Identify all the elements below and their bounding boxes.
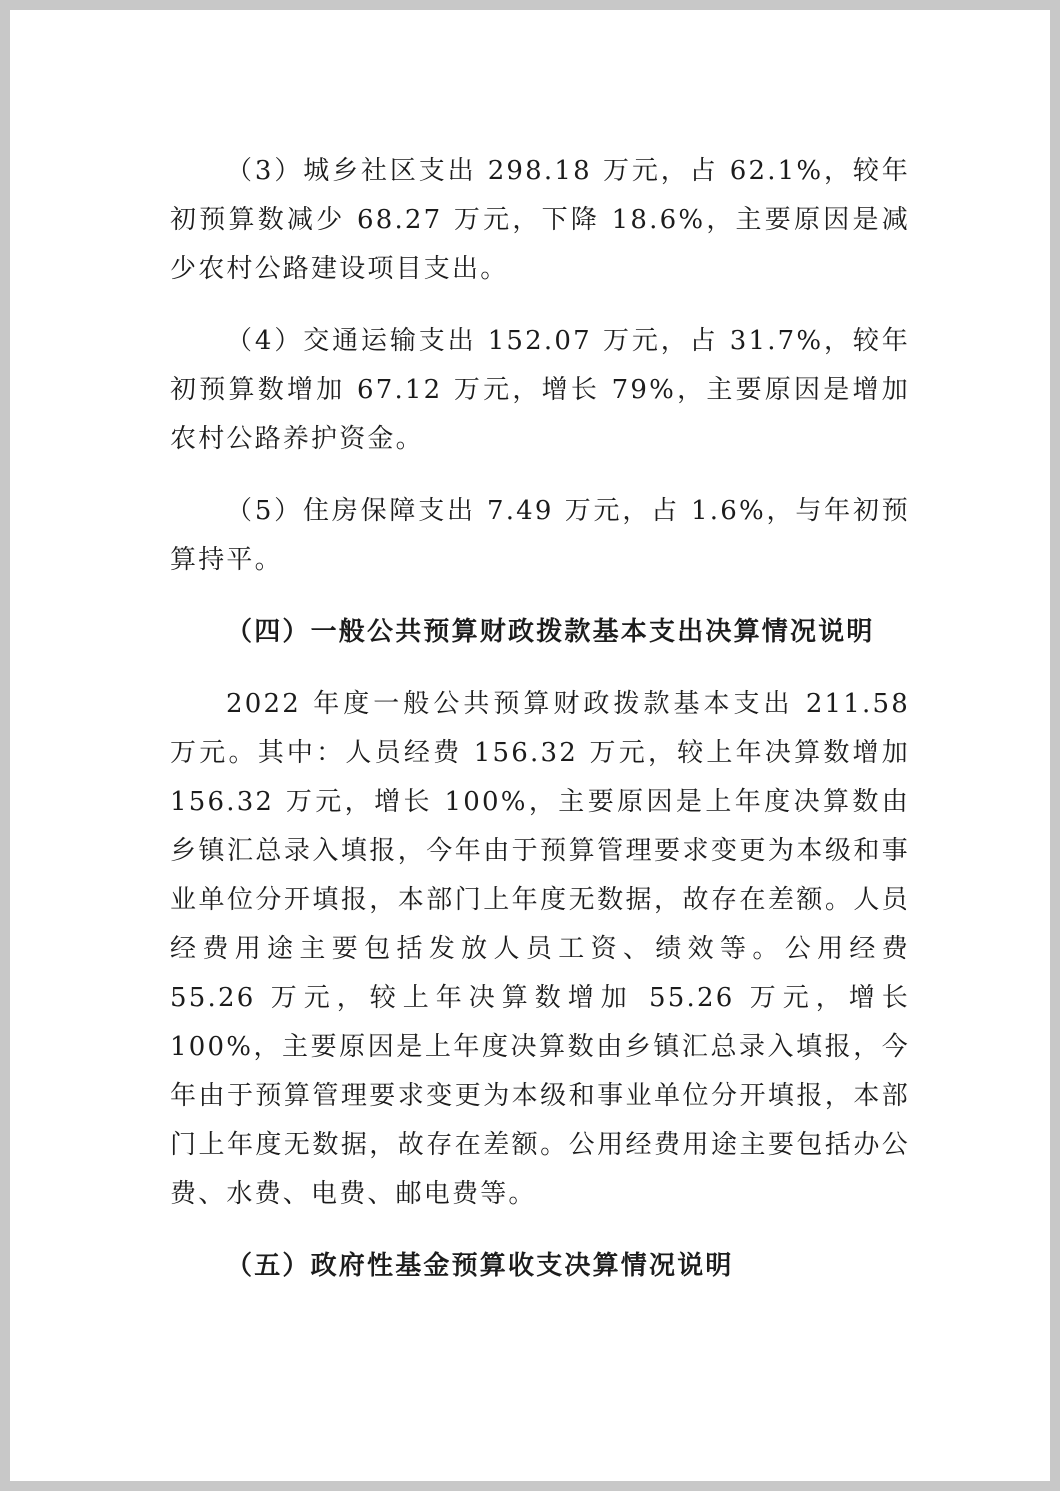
paragraph-housing: （5）住房保障支出 7.49 万元，占 1.6%，与年初预算持平。 [170, 496, 910, 575]
paragraph-transportation: （4）交通运输支出 152.07 万元，占 31.7%，较年初预算数增加 67.12 万元，增长 79%，主要原因是增加农村公路养护资金。 [170, 326, 910, 454]
section-heading-basic-expenditure: （四）一般公共预算财政拨款基本支出决算情况说明 [226, 617, 875, 647]
document-page [10, 10, 1050, 1481]
paragraph-urban-rural-community: （3）城乡社区支出 298.18 万元，占 62.1%，较年初预算数减少 68.27 万元，下降 18.6%，主要原因是减少农村公路建设项目支出。 [170, 156, 910, 284]
section-heading-government-fund: （五）政府性基金预算收支决算情况说明 [226, 1251, 734, 1281]
document-body [170, 147, 910, 1291]
paragraph-basic-expenditure: 2022 年度一般公共预算财政拨款基本支出 211.58 万元。其中：人员经费 156.32 万元，较上年决算数增加 156.32 万元，增长 100%，主要原因是上年度决算数由乡镇汇总录入填报，今年由于预算管理要求变更为本级和事业单位分开填报，本部门上年度无数据，故存在差额。人员经费用途主要包括发放人员工资、绩效等。公用经费 55.26 万元，较上年决算数增加 55.26 万元，增长 100%，主要原因是上年度决算数由乡镇汇总录入填报，今年由于预算管理要求变更为本级和事业单位分开填报，本部门上年度无数据，故存在差额。公用经费用途主要包括办公费、水费、电费、邮电费等。 [170, 689, 910, 1209]
